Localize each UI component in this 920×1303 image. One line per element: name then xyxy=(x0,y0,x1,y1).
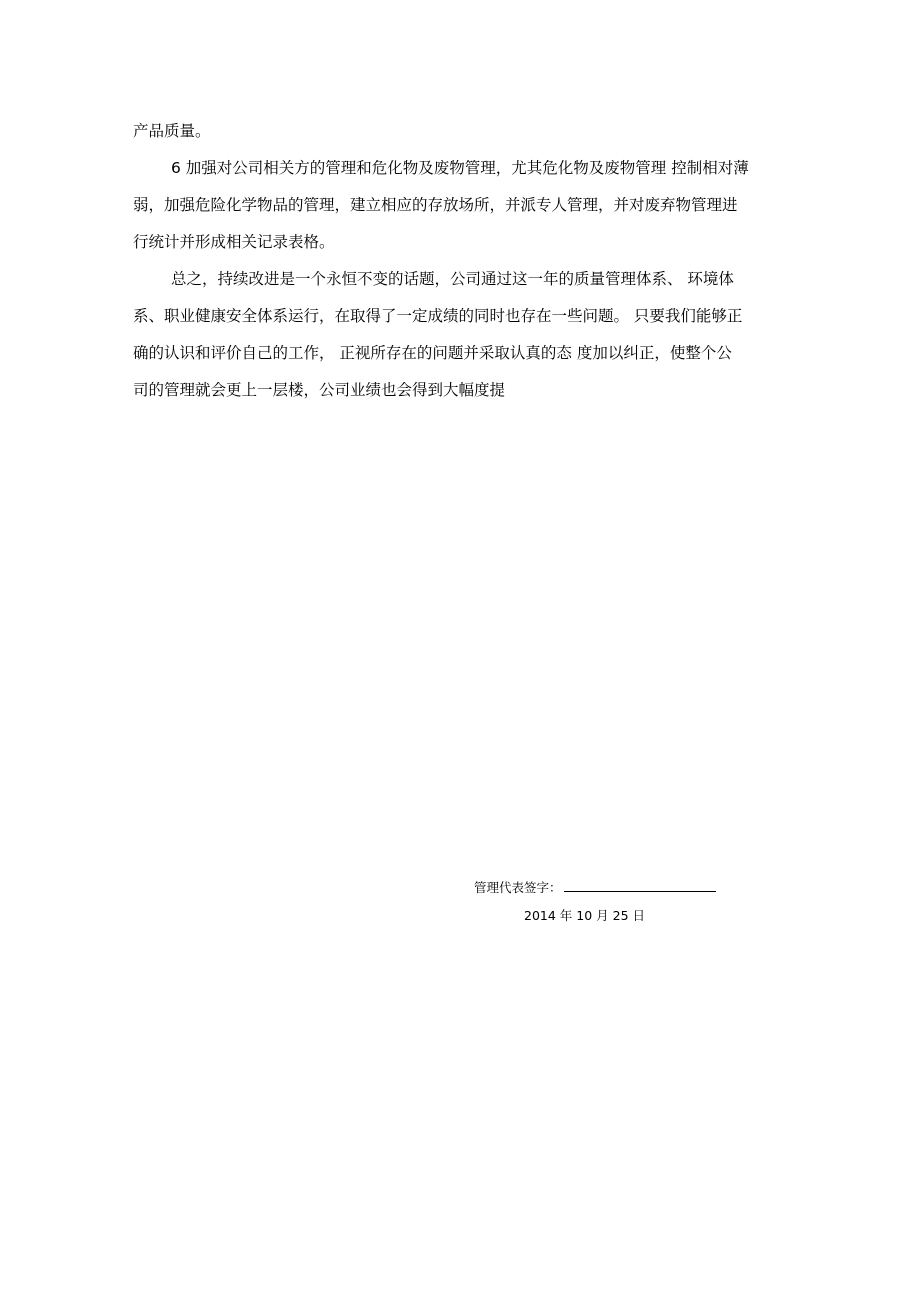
signature-date: 2014 年 10 月 25 日 xyxy=(524,908,645,923)
paragraph-line: 系、职业健康安全体系运行，在取得了一定成绩的同时也存在一些问题。 只要我们能够正 xyxy=(133,307,743,325)
paragraph-line: 确的认识和评价自己的工作， 正视所存在的问题并采取认真的态 度加以纠正，使整个公 xyxy=(133,344,732,362)
paragraph-line: 总之，持续改进是一个永恒不变的话题，公司通过这一年的质量管理体系、 环境体 xyxy=(171,270,734,288)
signature-blank-line xyxy=(564,880,716,892)
paragraph-line: 产品质量。 xyxy=(133,122,211,140)
signature-label: 管理代表签字： xyxy=(474,880,562,895)
paragraph-line: 行统计并形成相关记录表格。 xyxy=(133,233,335,251)
paragraph-line: 弱，加强危险化学物品的管理，建立相应的存放场所，并派专人管理，并对废弃物管理进 xyxy=(133,196,738,214)
paragraph-line: 司的管理就会更上一层楼，公司业绩也会得到大幅度提 xyxy=(133,381,506,399)
signature-row xyxy=(474,880,716,896)
paragraph-line: 6 加强对公司相关方的管理和危化物及废物管理，尤其危化物及废物管理 控制相对薄 xyxy=(171,159,749,177)
